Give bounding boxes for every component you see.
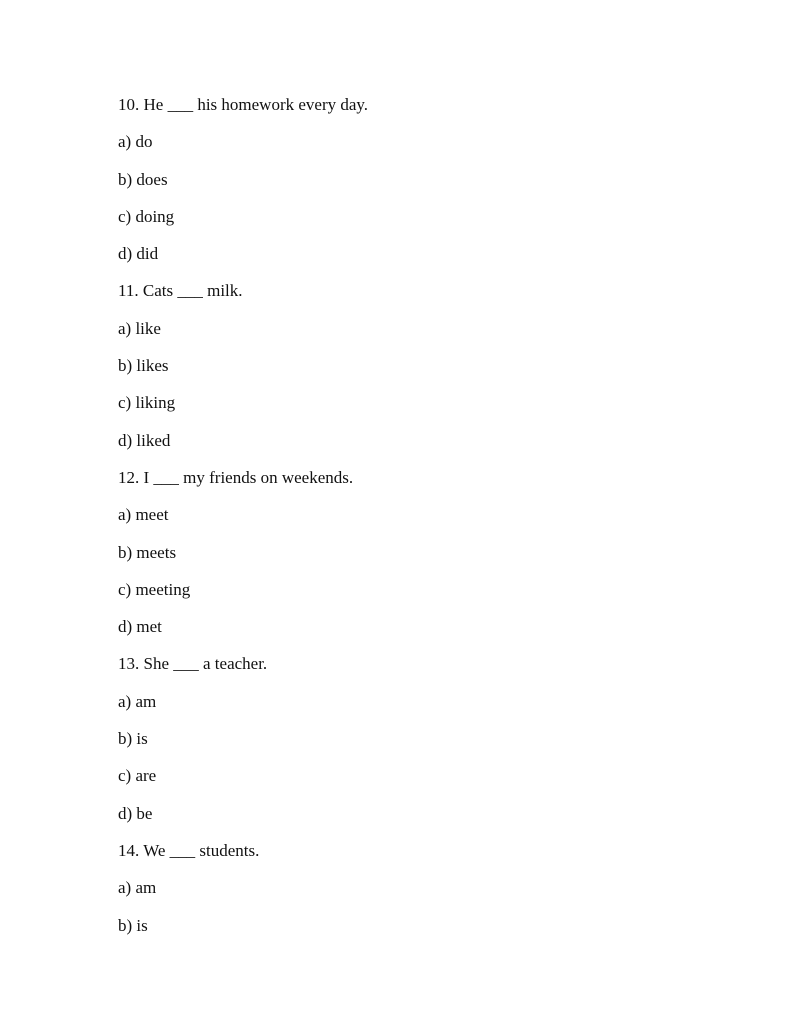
quiz-content	[118, 93, 718, 951]
answer-option: a) am	[118, 691, 157, 711]
answer-option: c) liking	[118, 393, 176, 413]
question-prompt: 10. He ___ his homework every day.	[118, 95, 369, 114]
question-10	[118, 93, 718, 279]
question-prompt: 11. Cats ___ milk.	[118, 281, 243, 301]
question-13	[118, 652, 718, 838]
answer-option: b) is	[118, 729, 148, 749]
question-prompt: 12. I ___ my friends on weekends.	[118, 467, 354, 487]
answer-option: a) like	[118, 318, 161, 338]
answer-option: b) is	[118, 915, 148, 935]
answer-option: c) doing	[118, 206, 175, 226]
answer-option: b) does	[118, 169, 168, 189]
answer-option: d) be	[118, 803, 153, 823]
answer-option: a) meet	[118, 505, 169, 525]
answer-option: c) are	[118, 766, 157, 786]
question-prompt: 14. We ___ students.	[118, 840, 260, 860]
answer-option: d) liked	[118, 430, 171, 450]
question-prompt: 13. She ___ a teacher.	[118, 654, 268, 674]
answer-option: c) meeting	[118, 579, 191, 599]
answer-option: a) do	[118, 132, 153, 152]
question-11	[118, 279, 718, 465]
answer-option: d) met	[118, 617, 162, 637]
answer-option: b) likes	[118, 356, 169, 376]
answer-option: b) meets	[118, 542, 177, 562]
answer-option: d) did	[118, 244, 159, 264]
answer-option: a) am	[118, 878, 157, 898]
question-12	[118, 466, 718, 652]
question-14	[118, 839, 718, 951]
